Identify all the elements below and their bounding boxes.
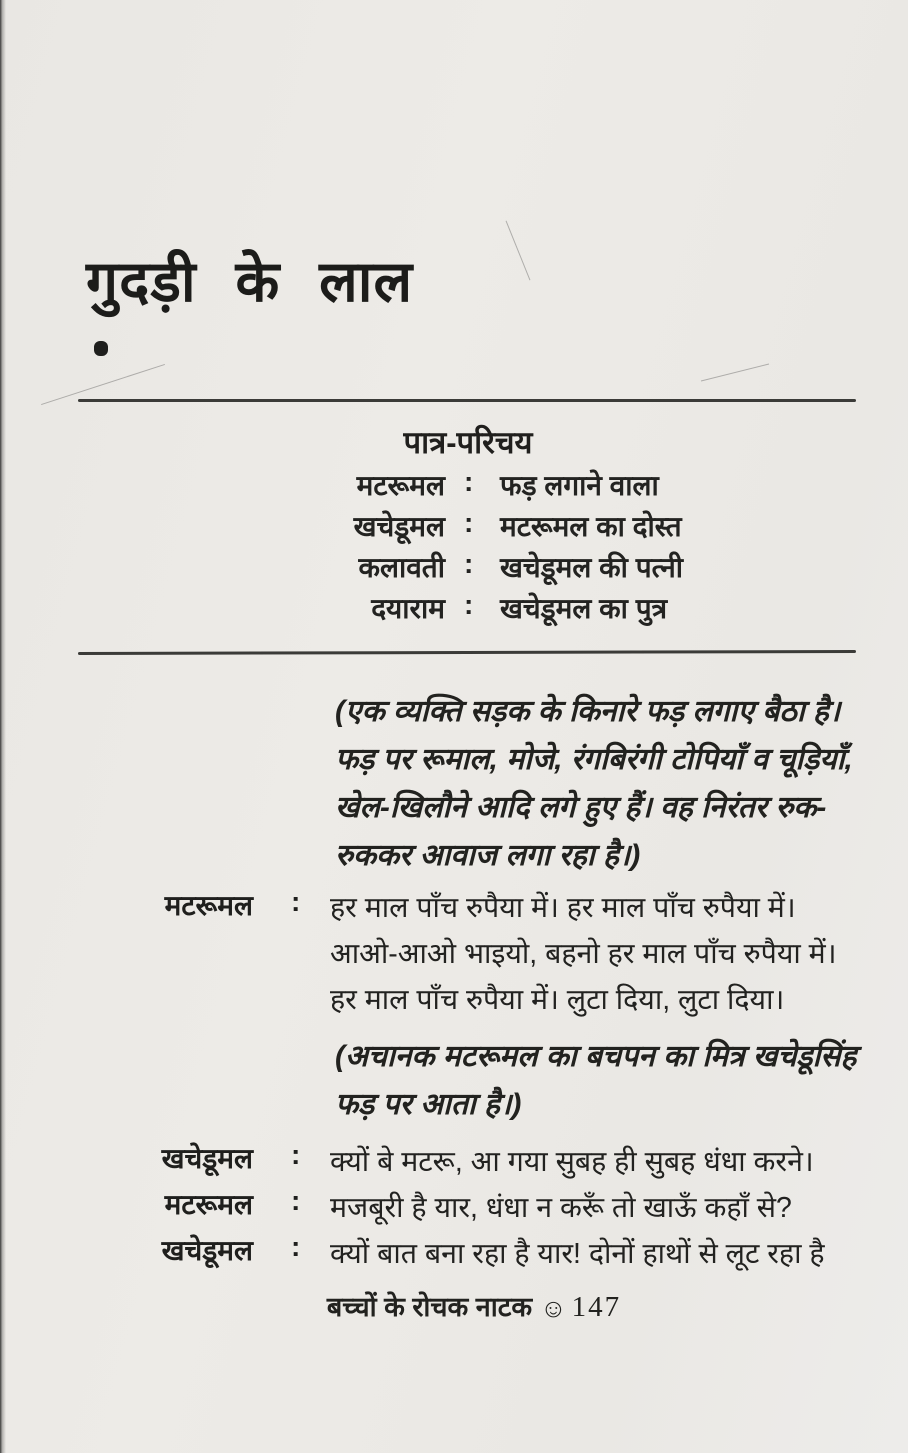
cast-colon: :: [464, 507, 474, 538]
cast-role: खचेडूमल की पत्नी: [500, 552, 683, 583]
scan-scratch: [506, 221, 531, 281]
cast-name: दयाराम: [371, 593, 445, 624]
speaker-name: मटरूमल: [164, 1189, 253, 1220]
speaker-name: खचेडूमल: [161, 1143, 253, 1174]
cast-colon: :: [464, 589, 474, 620]
cast-role: खचेडूमल का पुत्र: [500, 593, 668, 624]
cast-role: मटरूमल का दोस्त: [500, 511, 682, 542]
dialogue-colon: :: [291, 1231, 301, 1262]
book-title: बच्चों के रोचक नाटक: [326, 1292, 533, 1322]
stage-direction: (एक व्यक्ति सड़क के किनारे फड़ लगाए बैठा है। फड़ पर रूमाल, मोजे, रंगबिरंगी टोपियाँ व चूड़ियाँ, खेल-खिलौने आदि लगे हुए हैं। वह निरंतर रुक-रुककर आवाज लगा रहा है।): [335, 695, 853, 872]
stage-direction: (अचानक मटरूमल का बचपन का मित्र खचेडूसिंह फड़ पर आता है।): [335, 1040, 857, 1121]
scan-edge-shadow: [0, 0, 6, 1453]
smiley-icon: ☺: [540, 1293, 567, 1323]
cast-name: मटरूमल: [356, 470, 445, 501]
dialogue-text: क्यों बात बना रहा है यार! दोनों हाथों से लूट रहा है: [330, 1238, 825, 1270]
speaker-name: खचेडूमल: [161, 1235, 253, 1266]
scan-scratch: [701, 364, 769, 382]
horizontal-rule-top: [78, 399, 856, 402]
dialogue-text: मजबूरी है यार, धंधा न करूँ तो खाऊँ कहाँ से?: [330, 1192, 792, 1224]
cast-name: कलावती: [358, 552, 445, 583]
horizontal-rule-bottom: [78, 650, 856, 655]
cast-name: खचेडूमल: [353, 511, 445, 542]
play-title: गुदड़ी के लाल: [86, 250, 414, 314]
dialogue-colon: :: [291, 1185, 301, 1216]
cast-role: फड़ लगाने वाला: [500, 470, 659, 501]
page-number: 147: [571, 1291, 622, 1323]
dialogue-text: हर माल पाँच रुपैया में। हर माल पाँच रुपैया में। आओ-आओ भाइयो, बहनो हर माल पाँच रुपैया में। हर माल पाँच रुपैया में। लुटा दिया, लुटा दिया।: [330, 892, 837, 1016]
cast-colon: :: [464, 466, 474, 497]
square-bullet-icon: [94, 341, 108, 356]
cast-heading: पात्र-परिचय: [403, 425, 533, 460]
dialogue-colon: :: [291, 1139, 301, 1170]
page-footer: [40, 1287, 908, 1324]
cast-colon: :: [464, 548, 474, 579]
dialogue-text: क्यों बे मटरू, आ गया सुबह ही सुबह धंधा करने।: [330, 1146, 814, 1178]
dialogue-colon: :: [291, 886, 301, 917]
speaker-name: मटरूमल: [164, 890, 253, 921]
